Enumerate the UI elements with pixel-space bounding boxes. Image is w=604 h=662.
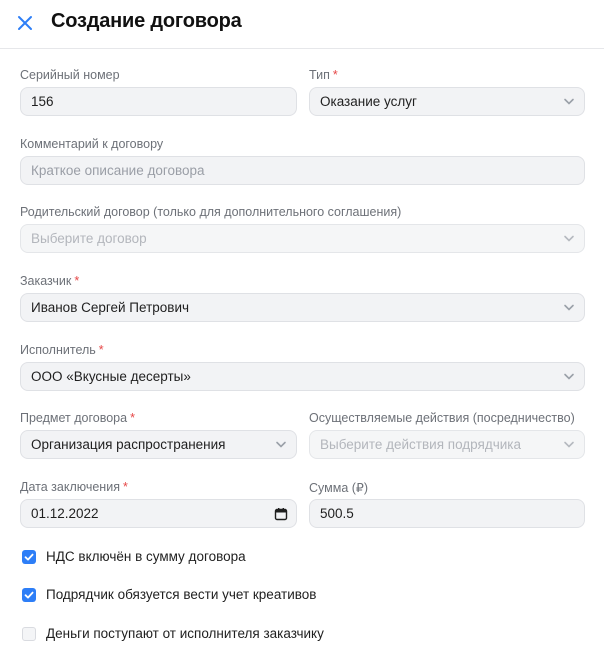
required-mark: *: [74, 274, 80, 288]
comment-placeholder: Краткое описание договора: [31, 163, 205, 178]
subject-label: Предмет договора *: [20, 411, 135, 425]
calendar-icon[interactable]: [274, 507, 288, 521]
chevron-down-icon: [275, 440, 287, 449]
serial-label: Серийный номер: [20, 68, 120, 82]
amount-field: [309, 480, 585, 528]
actions-select[interactable]: [309, 430, 585, 459]
subject-value: Организация распространения: [31, 437, 226, 452]
date-value: 01.12.2022: [31, 506, 99, 521]
actions-placeholder: Выберите действия подрядчика: [320, 437, 521, 452]
customer-field: [20, 274, 585, 322]
chevron-down-icon: [563, 234, 575, 243]
check-icon: [23, 551, 35, 563]
amount-value: 500.5: [320, 506, 354, 521]
parent-field: [20, 205, 585, 253]
executor-field: [20, 343, 585, 391]
close-icon[interactable]: [14, 12, 36, 34]
date-field: [20, 480, 297, 528]
customer-label: Заказчик *: [20, 274, 80, 288]
required-mark: *: [130, 411, 135, 425]
chevron-down-icon: [563, 97, 575, 106]
date-input[interactable]: [20, 499, 297, 528]
creatives-checkbox-row[interactable]: [22, 587, 422, 607]
chevron-down-icon: [563, 440, 575, 449]
amount-input[interactable]: [309, 499, 585, 528]
required-mark: *: [122, 480, 128, 494]
actions-label: Осуществляемые действия (посредничество): [309, 411, 575, 425]
subject-field: [20, 411, 297, 459]
executor-label: Исполнитель *: [20, 343, 104, 357]
page-title: Создание договора: [51, 10, 242, 32]
date-label: Дата заключения *: [20, 480, 128, 494]
vat-checkbox-row[interactable]: [22, 549, 422, 569]
type-value: Оказание услуг: [320, 94, 417, 109]
serial-field: [20, 68, 297, 116]
serial-input[interactable]: [20, 87, 297, 116]
required-mark: *: [332, 68, 338, 82]
chevron-down-icon: [563, 372, 575, 381]
vat-checkbox[interactable]: [22, 550, 36, 564]
parent-select[interactable]: [20, 224, 585, 253]
money-flow-checkbox-label: Деньги поступают от исполнителя заказчику: [46, 626, 324, 641]
executor-value: ООО «Вкусные десерты»: [31, 369, 191, 384]
money-flow-checkbox-row[interactable]: [22, 626, 422, 646]
parent-placeholder: Выберите договор: [31, 231, 147, 246]
creatives-checkbox[interactable]: [22, 588, 36, 602]
customer-value: Иванов Сергей Петрович: [31, 300, 190, 315]
customer-select[interactable]: [20, 293, 585, 322]
comment-field: [20, 137, 585, 185]
required-mark: *: [98, 343, 104, 357]
subject-select[interactable]: [20, 430, 297, 459]
modal-header: [0, 0, 604, 49]
executor-select[interactable]: [20, 362, 585, 391]
creatives-checkbox-label: Подрядчик обязуется вести учет креативов: [46, 587, 317, 602]
parent-label: Родительский договор (только для дополнительного соглашения): [20, 205, 402, 219]
vat-checkbox-label: НДС включён в сумму договора: [46, 549, 246, 564]
actions-field: [309, 411, 585, 459]
money-flow-checkbox[interactable]: [22, 627, 36, 641]
type-label: Тип *: [309, 68, 338, 82]
amount-label: Сумма (₽): [309, 481, 369, 495]
type-field: [309, 68, 585, 116]
type-select[interactable]: [309, 87, 585, 116]
comment-input[interactable]: [20, 156, 585, 185]
chevron-down-icon: [563, 303, 575, 312]
check-icon: [23, 589, 35, 601]
serial-value: 156: [31, 94, 54, 109]
comment-label: Комментарий к договору: [20, 137, 164, 151]
